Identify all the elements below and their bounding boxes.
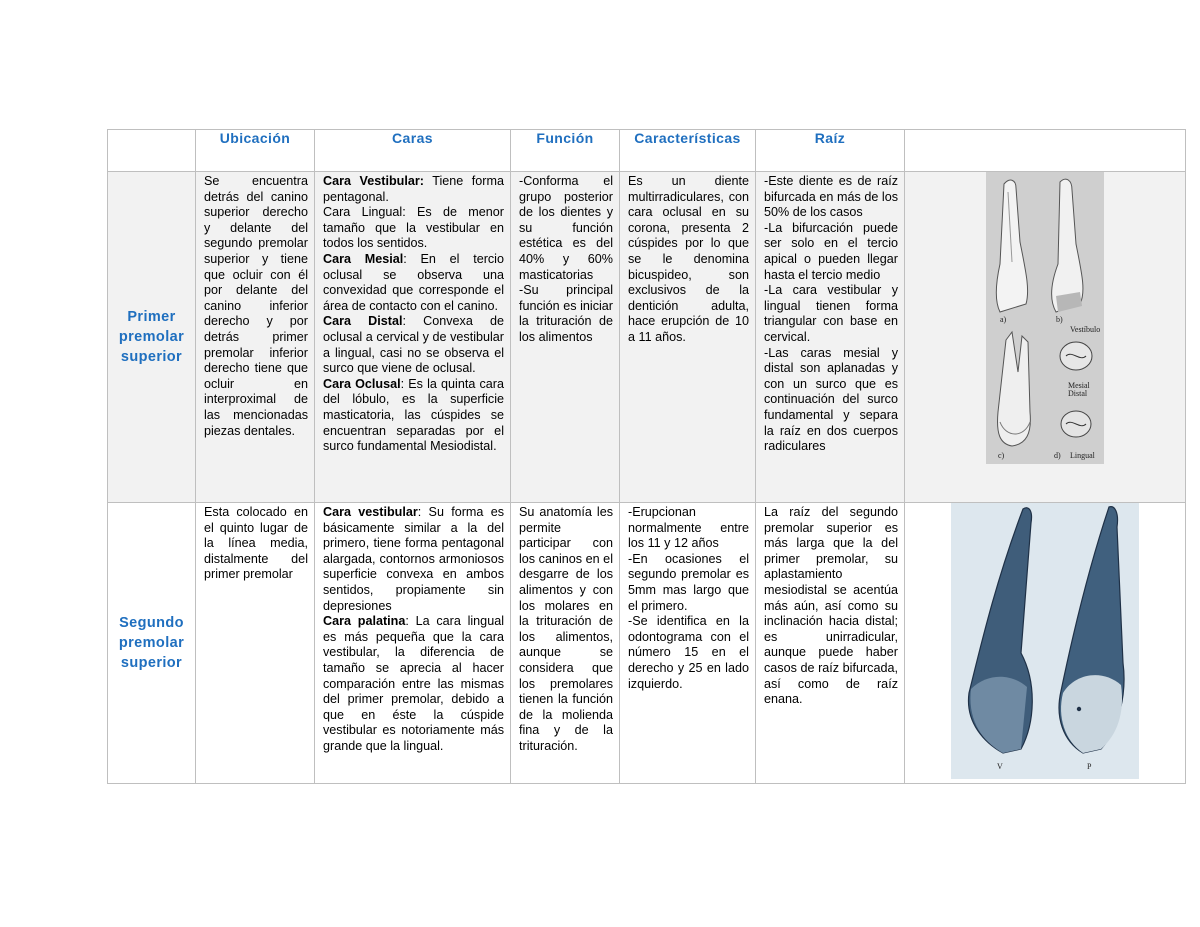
header-caracteristicas: Características xyxy=(620,130,756,172)
image-label: Distal xyxy=(1068,389,1088,398)
header-caras: Caras xyxy=(315,130,511,172)
image-label: V xyxy=(997,762,1003,771)
cell-caras xyxy=(315,172,511,503)
funcion-text: -Su principal función es iniciar la trituración de los alimentos xyxy=(519,283,613,344)
cara-paragraph xyxy=(323,174,504,205)
cara-text: Cara Lingual: Es de menor tamaño que la vestibular en todos los sentidos. xyxy=(323,205,504,251)
funcion-text: Su anatomía les permite participar con los caninos en el desgarre de los alimentos y con los molares en la trituración de los alimentos, aunque se considera que los premolares tienen la función de la molienda fina y de la trituración. xyxy=(519,505,613,753)
raiz-text: -La cara vestibular y lingual tienen forma triangular con base en cervical. xyxy=(764,283,898,344)
row-title-line: superior xyxy=(120,349,183,365)
image-label: Lingual xyxy=(1070,451,1095,460)
cell-caracteristicas xyxy=(620,503,756,784)
raiz-text: -Este diente es de raíz bifurcada en más de los 50% de los casos xyxy=(764,174,898,220)
cell-image-segundo xyxy=(905,503,1186,784)
cell-caras xyxy=(315,503,511,784)
cara-title: Cara vestibular xyxy=(323,505,418,519)
cell-ubicacion xyxy=(196,503,315,784)
funcion-text: -Conforma el grupo posterior de los dientes y su función estética es del 40% y 60% masticatorias xyxy=(519,174,613,282)
cara-text: : En el tercio oclusal se observa una convexidad que corresponde el área de contacto con el canino. xyxy=(323,251,504,313)
cell-ubicacion xyxy=(196,172,315,503)
caracteristicas-text: -Se identifica en la odontograma con el número 15 en el derecho y 25 en lado izquierdo. xyxy=(628,614,749,691)
second-premolar-illustration xyxy=(951,503,1139,779)
image-label: d) xyxy=(1054,451,1061,460)
caracteristicas-text: -En ocasiones el segundo premolar es 5mm mas largo que el primero. xyxy=(628,551,749,613)
raiz-text: -La bifurcación puede ser solo en el tercio apical o pueden llegar hasta el tercio medio xyxy=(764,220,898,282)
cara-title: Cara Oclusal xyxy=(323,376,401,391)
cell-funcion xyxy=(511,503,620,784)
cara-title: Cara Vestibular: xyxy=(323,174,424,188)
cara-title: Cara Mesial xyxy=(323,251,404,266)
premolar-table xyxy=(107,129,1186,784)
raiz-text: La raíz del segundo premolar superior es más larga que la del primer premolar, su aplastamiento mesiodistal se acentúa más aún, así como su inclinación hacia distal; es unirradicular, aunque puede haber casos de raíz bifurcada, así como de raíz enana. xyxy=(764,505,898,707)
image-label: c) xyxy=(998,451,1005,460)
caracteristicas-text: -Erupcionan normalmente entre los 11 y 12 años xyxy=(628,505,749,551)
image-label: Mesial xyxy=(1068,381,1090,390)
cara-paragraph xyxy=(323,377,504,455)
ubicacion-text: Esta colocado en el quinto lugar de la línea media, distalmente del primer premolar xyxy=(204,505,308,582)
cara-text: : Su forma es básicamente similar a la del primero, tiene forma pentagonal alargada, contornos armoniosos superficie convexa en ambos sentidos, propiamente sin depresiones xyxy=(323,505,504,613)
ubicacion-text: Se encuentra detrás del canino superior derecho y delante del segundo premolar superior y tiene que ocluir con él por delante del canino inferior derecho y por detrás primer premolar inferior derecho tiene que ocluir en interproximal de las mencionadas piezas dentales. xyxy=(204,174,308,438)
cell-raiz xyxy=(756,503,905,784)
cara-text: : La cara lingual es más pequeña que la cara vestibular, la diferencia de tamaño se aprecia al hacer comparación entre las mismas del primer premolar, debido a que en éste la cúspide vestibular es notoriamente más grande que la lingual. xyxy=(323,614,504,753)
row-title-line: superior xyxy=(120,655,183,671)
tooth-drawing xyxy=(951,503,1139,779)
row-title-line: Primer xyxy=(127,309,176,325)
table-row-segundo-premolar xyxy=(108,503,1186,784)
first-premolar-illustration xyxy=(986,172,1104,464)
header-image xyxy=(905,130,1186,172)
header-funcion: Función xyxy=(511,130,620,172)
caracteristicas-text: Es un diente multirradiculares, con cara oclusal en su corona, presenta 2 cúspides por lo que se le denomina bicuspideo, son exclusivos de la dentición adulta, hace erupción de 10 a 11 años. xyxy=(628,174,749,344)
row-title-primer xyxy=(108,172,196,503)
cara-paragraph xyxy=(323,314,504,376)
header-row xyxy=(108,130,1186,172)
raiz-text: -Las caras mesial y distal son aplanadas y con un surco que es continuación del surco fundamental y separa la raíz en dos cuerpos radiculares xyxy=(764,345,898,454)
image-label: P xyxy=(1087,762,1092,771)
row-title-segundo xyxy=(108,503,196,784)
row-title-line: Segundo xyxy=(119,615,184,631)
cell-funcion xyxy=(511,172,620,503)
row-title-line: premolar xyxy=(118,635,185,651)
cara-text: Tiene forma pentagonal. xyxy=(323,174,504,204)
image-label: a) xyxy=(1000,315,1007,324)
cara-title: Cara palatina xyxy=(323,614,406,629)
cell-caracteristicas xyxy=(620,172,756,503)
header-empty xyxy=(108,130,196,172)
cara-paragraph xyxy=(323,505,504,614)
cara-title: Cara Distal xyxy=(323,314,403,329)
cara-paragraph xyxy=(323,205,504,252)
image-label: b) xyxy=(1056,315,1063,324)
cara-text: : Es la quinta cara del lóbulo, es la superficie masticatoria, las cúspides se encuentran separadas por el surco fundamental Mesiodistal. xyxy=(323,376,504,454)
row-title-line: premolar xyxy=(118,329,185,345)
cell-raiz xyxy=(756,172,905,503)
table-row-primer-premolar xyxy=(108,172,1186,503)
cara-text: : Convexa de oclusal a cervical y de vestibular a lingual, casi no se observa el surco que viene de oclusal. xyxy=(323,314,504,376)
cara-paragraph xyxy=(323,252,504,314)
header-raiz: Raíz xyxy=(756,130,905,172)
cell-image-primer xyxy=(905,172,1186,503)
header-ubicacion: Ubicación xyxy=(196,130,315,172)
image-label: Vestíbulo xyxy=(1070,325,1101,334)
tooth-drawing xyxy=(986,172,1104,464)
cara-paragraph xyxy=(323,614,504,754)
